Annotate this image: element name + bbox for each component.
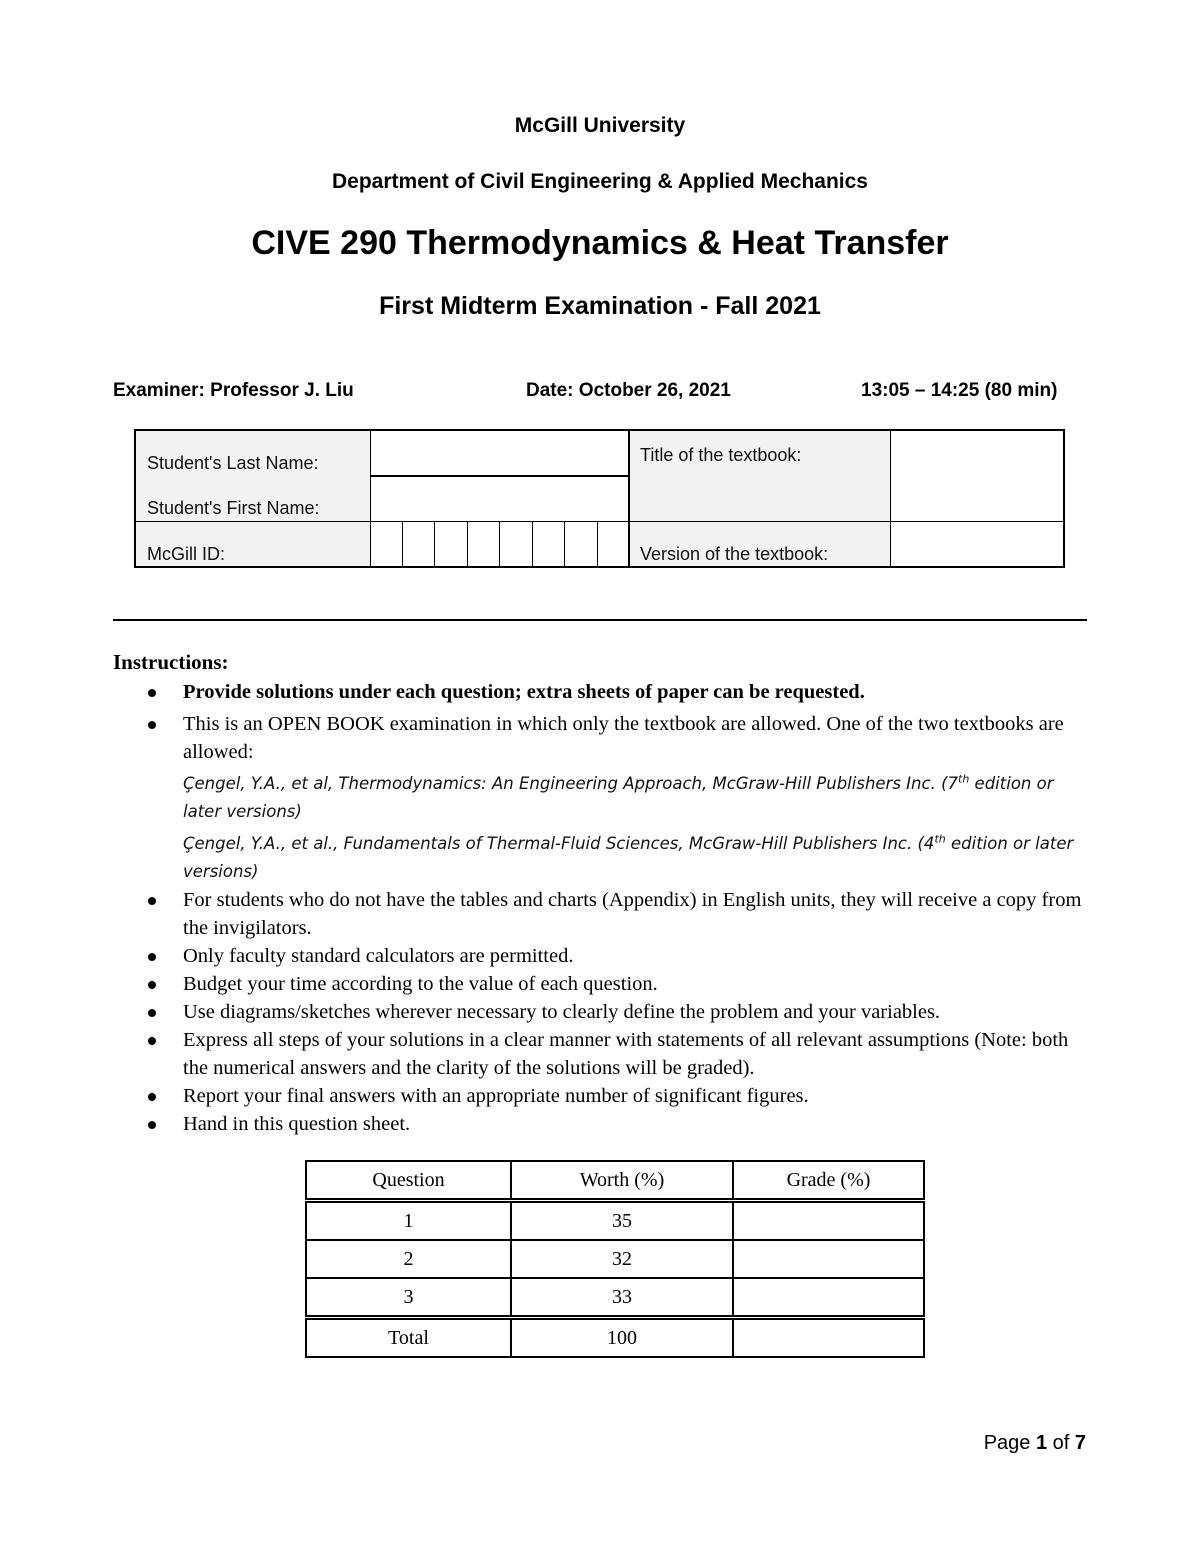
instruction-item: Express all steps of your solutions in a clear manner with statements of all relevant assumptions (Note: both the numerical answers and the clarity of the solutions will be graded). <box>183 1029 1069 1079</box>
total-row <box>306 1318 924 1358</box>
textbook-title-field[interactable] <box>891 431 1063 521</box>
table-row <box>306 1278 924 1318</box>
instruction-item: Use diagrams/sketches wherever necessary to clearly define the problem and your variables. <box>183 1001 941 1023</box>
student-info-form <box>134 429 1065 568</box>
examiner-info: Examiner: Professor J. Liu <box>113 380 354 401</box>
instruction-item: Report your final answers with an appropriate number of significant figures. <box>183 1085 809 1107</box>
question-number: 1 <box>306 1201 511 1241</box>
exam-date: Date: October 26, 2021 <box>526 380 731 401</box>
first-name-label: Student's First Name: <box>147 498 320 518</box>
question-number: 3 <box>306 1278 511 1318</box>
mcgill-id-label: McGill ID: <box>147 544 225 564</box>
instructions-title: Instructions: <box>113 650 229 674</box>
instruction-item: Budget your time according to the value of each question. <box>183 973 658 995</box>
instruction-item: This is an OPEN BOOK examination in which only the textbook are allowed. One of the two textbooks are allowed: <box>183 713 1064 763</box>
question-worth: 32 <box>511 1240 733 1278</box>
divider-name-rows <box>371 475 629 477</box>
textbook-version-field[interactable] <box>891 523 1063 567</box>
total-worth: 100 <box>511 1318 733 1358</box>
question-worth: 33 <box>511 1278 733 1318</box>
header-worth: Worth (%) <box>511 1161 733 1201</box>
grade-table-header <box>306 1161 924 1201</box>
divider-label <box>370 429 371 568</box>
question-grade[interactable] <box>733 1278 924 1318</box>
border-bottom <box>134 566 1065 568</box>
course-title: CIVE 290 Thermodynamics & Heat Transfer <box>251 224 949 262</box>
divider-textbook <box>890 429 891 568</box>
university-name: McGill University <box>514 114 686 137</box>
border-top <box>134 429 1065 431</box>
table-row <box>306 1240 924 1278</box>
table-row <box>306 1201 924 1241</box>
divider-id-row <box>134 521 1065 522</box>
textbook-reference: Çengel, Y.A., et al., Fundamentals of Thermal-Fluid Sciences, McGraw-Hill Publishers Inc. (4th edition or later versions) <box>183 832 1074 881</box>
department-name: Department of Civil Engineering & Applied Mechanics <box>332 170 868 193</box>
instruction-item: For students who do not have the tables and charts (Appendix) in English units, they will receive a copy from the invigilators. <box>183 889 1082 939</box>
id-digit-divider <box>467 521 468 568</box>
instruction-item: Provide solutions under each question; extra sheets of paper can be requested. <box>183 681 865 703</box>
last-name-field[interactable] <box>371 431 629 475</box>
header-question: Question <box>306 1161 511 1201</box>
textbook-version-label: Version of the textbook: <box>640 544 829 564</box>
instructions-list <box>145 678 1095 1138</box>
border-right <box>1063 429 1065 568</box>
id-digit-divider <box>564 521 565 568</box>
question-grade[interactable] <box>733 1240 924 1278</box>
instruction-item: Hand in this question sheet. <box>183 1113 411 1135</box>
page-number: Page 1 of 7 <box>983 1432 1086 1454</box>
id-digit-divider <box>499 521 500 568</box>
horizontal-rule <box>113 619 1087 621</box>
exam-time: 13:05 – 14:25 (80 min) <box>861 380 1058 401</box>
total-label: Total <box>306 1318 511 1358</box>
last-name-label: Student's Last Name: <box>147 453 319 473</box>
header-grade: Grade (%) <box>733 1161 924 1201</box>
id-digit-divider <box>402 521 403 568</box>
question-number: 2 <box>306 1240 511 1278</box>
border-left <box>134 429 136 568</box>
divider-middle <box>628 429 630 568</box>
exam-title: First Midterm Examination - Fall 2021 <box>379 292 821 320</box>
total-grade[interactable] <box>733 1318 924 1358</box>
textbook-title-label: Title of the textbook: <box>640 445 802 465</box>
id-digit-divider <box>434 521 435 568</box>
textbook-reference: Çengel, Y.A., et al, Thermodynamics: An Engineering Approach, McGraw-Hill Publishers Inc. (7th edition or later versions) <box>183 772 1054 821</box>
mcgill-id-field[interactable] <box>371 523 629 567</box>
instruction-item: Only faculty standard calculators are permitted. <box>183 945 574 967</box>
question-worth: 35 <box>511 1201 733 1241</box>
first-name-field[interactable] <box>371 477 629 521</box>
question-grade[interactable] <box>733 1201 924 1241</box>
grade-table <box>305 1160 925 1358</box>
id-digit-divider <box>597 521 598 568</box>
id-digit-divider <box>532 521 533 568</box>
